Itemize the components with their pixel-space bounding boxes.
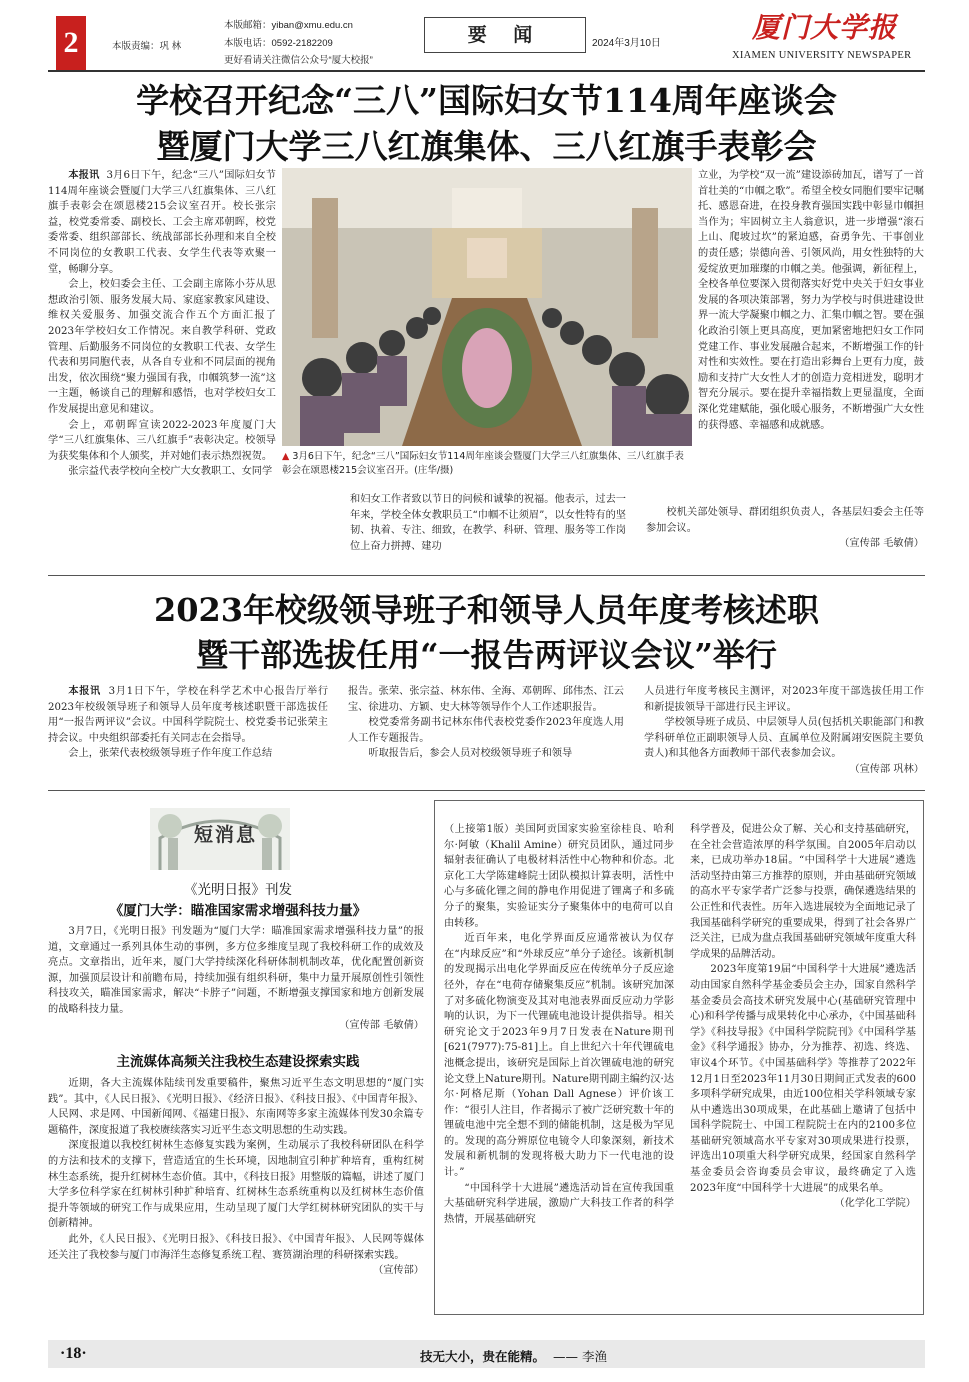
science-column-2 [690, 822, 916, 1310]
footer-quote-author: —— 李渔 [552, 1349, 607, 1364]
brief1-body [48, 924, 424, 1032]
article2-paragraph: 3月1日下午，学校在科学艺术中心报告厅举行2023年校级领导班子和领导人员年度考核述职暨干部选拔任用“一报告两评议”会议。中国科学院院士、校党委书记张荣主持会议。中央组织部委托有关同志在会指导。 [48, 686, 328, 744]
brief2-title: 主流媒体高频关注我校生态建设探索实践 [116, 1054, 360, 1070]
article2-paragraph: 学校领导班子成员、中层领导人员(包括机关职能部门和教学科研单位正副职领导人员、直属单位及附属翊安医院主要负责人)和其他各方面教师干部代表参加会议。 [644, 717, 924, 760]
brief2-paragraph: 近期，各大主流媒体陆续刊发重要稿件，聚焦习近平生态文明思想的“厦门实践”。其中，《人民日报》、《光明日报》、《经济日报》、《科技日报》、《中国青年报》、人民网、求是网、中国新闻网、《福建日报》、东南网等多家主流媒体刊发30余篇专题稿件，深度报道了我校赓续落实习近平生态文明思想的生动实践。 [48, 1078, 424, 1136]
byline: （宣传部 巩林） [849, 763, 924, 775]
article2-paragraph: 听取报告后，参会人员对校级领导班子和领导 [368, 748, 573, 760]
science-paragraph: 科学普及，促进公众了解、关心和支持基础研究，在全社会营造浓厚的科学氛围。自2005年启动以来，已成功举办18届。“中国科学十大进展”遴选活动坚持由第三方推荐的原则，并由基础研究领域的高水平专家学者广泛参与投票，确保遴选结果的公正性和代表性。历年入选进展较为全面地记录了我国基础科学研究的重要成果，得到了社会各界广泛关注，已成为盘点我国基础研究领域年度重大科学成果的品牌活动。 [690, 824, 916, 960]
meeting-photo [282, 168, 692, 446]
article1-paragraph: 会上，校妇委会主任、工会副主席陈小芬从思想政治引领、服务发展大局、家庭家教家风建设、维权关爱服务、加强交流合作五个方面汇报了2023年学校妇女工作情况。来自教学科研、党政管理、后勤服务不同岗位的女教职工代表、女学生代表和男同胞代表，从各自专业和不同层面的视角出发，依次围绕“聚力强国有我，巾帼筑梦一流”这一主题，畅谈自己的理解和感悟，也对学校妇女工作发展提出意见和建议。 [48, 279, 276, 415]
article1-column-1 [48, 168, 276, 556]
header-rule [48, 70, 925, 72]
photo-caption-text: 3月6日下午，纪念“三八”国际妇女节114周年座谈会暨厦门大学三八红旗集体、三八红旗手表彰会在颂恩楼215会议室召开。(庄华/摄) [282, 451, 684, 476]
article2-column-3 [644, 684, 924, 784]
wechat-label: 更好看请关注微信公众号“厦大校报” [224, 55, 373, 66]
brief2-paragraph: 深度报道以我校红树林生态修复实践为案例，生动展示了我校科研团队在科学的方法和技术的支撑下，营造适宜的生长环境，因地制宜引种扩种培育，重构红树林生态系统，提升红树林生态价值。其中，《科技日报》用整版的篇幅，讲述了厦门大学多位科学家在红树林引种扩种培育、红树林生态系统重构以及红树林生态价值提升等领域的研究工作与成果应用，生动呈现了厦门大学红树林研究团队的实干与创新精神。 [48, 1140, 424, 1230]
science-column-1 [444, 822, 674, 1310]
article2-headline-line1: 2023年校级领导班子和领导人员年度考核述职 [153, 591, 820, 629]
meeting-photo-image [282, 168, 692, 446]
triangle-icon: ▲ [282, 451, 293, 462]
brief2-body [48, 1076, 424, 1328]
article2-paragraph: 会上，张荣代表校级领导班子作年度工作总结 [68, 748, 273, 760]
brief2-paragraph: 此外，《人民日报》、《光明日报》、《科技日报》、《中国青年报》、人民网等媒体还关注了我校参与厦门市海洋生态修复系统工程、赛筼湖治理的科研探索实践。 [48, 1233, 424, 1261]
issue-date: 2024年3月10日 [592, 38, 661, 49]
article1-headline [48, 78, 925, 170]
section-label: 要 闻 [424, 17, 586, 53]
page-number: 2 [56, 16, 86, 70]
editor-label: 本版责编：巩 林 [112, 41, 182, 52]
footer-quote-text: 技无大小，贵在能精。 [420, 1349, 546, 1364]
email-label: 本版邮箱：yiban@xmu.edu.cn [224, 20, 353, 31]
science-paragraph: 2023年度第19届“中国科学十大进展”遴选活动由国家自然科学基金委员会主办，国家自然科学基金委员会高技术研究发展中心(基础研究管理中心)和科学传播与成果转化中心承办，《中国基础科学》《科技导报》《中国科学院院刊》《中国科学基金》《科学通报》协办，分为推荐、初选、终选、审议4个环节。《中国基础科学》等推荐了2022年12月1日至2023年11月30日期间正式发表的600多项科学研究成果，由近100位相关学科领域专家从中遴选出30项成果，在此基础上邀请了包括中国科学院院士、中国工程院院士在内的2100多位基础研究领域高水平专家对30项成果进行投票，评选出10项重大科学研究成果，经国家自然科学基金委员会咨询委员会审议，最终确定了入选2023年度“中国科学十大进展”的成果名单。 [690, 964, 916, 1194]
article1-column-3-top [698, 168, 924, 498]
article1-paragraph: 3月6日下午，纪念“三八”国际妇女节114周年座谈会暨厦门大学三八红旗集体、三八红旗手表彰会在颂恩楼215会议室召开。校长张宗益，校党委常委、副校长、工会主席邓朝晖，校党委常委、组织部部长、统战部部长孙理和来自全校不同岗位的女教职工代表、女学生代表等欢聚一堂，畅聊分享。 [48, 170, 276, 275]
brief1-paragraph: 3月7日，《光明日报》刊发题为“厦门大学：瞄准国家需求增强科技力量”的报道，文章通过一系列具体生动的事例，多方位多维度呈现了我校科研工作的成效及亮点。文章指出，近年来，厦门大学持续深化科研体制机制改革，优化配置创新资源，加强顶层设计和前瞻布局，持续加强有组织科研，集中力量开展原创性引领性科技攻关，瞄准国家需求，解决“卡脖子”问题，不断增强支撑国家和地方创新发展的战略科技力量。 [48, 926, 424, 1015]
article1-column-2 [350, 492, 626, 556]
byline: （宣传部 毛敏倩） [839, 538, 924, 550]
brief1-source: 《光明日报》刊发 [184, 882, 292, 898]
article1-column-3-bottom [646, 505, 924, 563]
science-paragraph: （上接第1版）美国阿贡国家实验室徐桂良、哈利尔·阿敏（Khalil Amine）研究员团队，通过同步辐射表征确认了电极材料活性中心物种和价态。北京化工大学陈建峰院士团队模拟计算表明，活性中心与多硫化锂之间的静电作用促进了锂离子和多硫分子的聚集，实验证实分子聚集体中的电荷可以自由转移。 [444, 824, 674, 929]
byline: （宣传部） [373, 1265, 424, 1277]
footer-quote [420, 1347, 607, 1365]
byline: （化学化工学院） [834, 1198, 916, 1210]
article2-headline-line2: 暨干部选拔任用“一报告两评议会议”举行 [196, 636, 777, 674]
article1-paragraph: 立业，为学校“双一流”建设添砖加瓦，谱写了一首首壮美的“巾帼之歌”。希望全校女同胞们要牢记嘱托、感恩奋进，在投身教育强国实践中彰显巾帼担当作为；牢固树立主人翁意识，进一步增强“滚石上山、爬坡过坎”的紧迫感，奋勇争先、干事创业的责任感；崇德向善、引领风尚，用女性独特的大爱绽放更加璀璨的巾帼之美。他强调，新征程上，全校各单位要深入贯彻落实好党中央关于妇女事业发展的各项决策部署，努力为学校与时俱进建设世界一流大学凝聚巾帼之力、汇集巾帼之智。要在强化政治引领上更具高度，更加紧密地把妇女工作同党建工作、事业发展融合起来，不断增强工作的针对性和实效性。要在打造出彩舞台上更有力度，鼓励和支持广大女性人才的创造力竞相迸发，聪明才智充分展示。要在提升幸福指数上更显温度，全面深化党建赋能，强化暖心服务，不断增强广大女性的获得感、幸福感和成就感。 [698, 170, 924, 431]
masthead-english: XIAMEN UNIVERSITY NEWSPAPER [732, 50, 912, 61]
article1-paragraph: 和妇女工作者致以节日的问候和诚挚的祝福。他表示，过去一年来，学校全体女教职员工“巾帼不让须眉”，以女性特有的坚韧、执着、专注、细致，在教学、科研、管理、服务等工作岗位上奋力拼搏、建功 [350, 494, 626, 552]
byline: （宣传部 毛敏倩） [339, 1019, 424, 1031]
article1-paragraph: 校机关部处领导、群团组织负责人，各基层妇委会主任等参加会议。 [646, 507, 924, 534]
footer-page-number: ·18· [60, 1345, 87, 1362]
masthead-logo: 厦门大学报 [752, 11, 898, 44]
article-divider [48, 575, 925, 576]
dateline: 本报讯 [68, 170, 100, 181]
article2-paragraph: 报告。张荣、张宗益、林东伟、全海、邓朝晖、邱伟杰、江云宝、徐进功、方颖、史大林等领导作个人工作述职报告。 [348, 686, 624, 713]
article1-headline-line1: 学校召开纪念“三八”国际妇女节114周年座谈会 [136, 81, 837, 120]
photo-caption [282, 450, 692, 478]
science-paragraph: “中国科学十大进展”遴选活动旨在宣传我国重大基础研究科学进展，激励广大科技工作者的科学热情，开展基础研究 [444, 1182, 674, 1225]
brief1-title: 《厦门大学：瞄准国家需求增强科技力量》 [109, 903, 367, 919]
article2-column-2 [348, 684, 624, 784]
article1-headline-line2: 暨厦门大学三八红旗集体、三八红旗手表彰会 [156, 127, 817, 166]
article1-paragraph: 张宗益代表学校向全校广大女教职工、女同学 [68, 466, 273, 478]
dateline: 本报讯 [68, 686, 101, 697]
article2-paragraph: 校党委常务副书记林东伟代表校党委作2023年度选人用人工作专题报告。 [348, 717, 624, 744]
article2-paragraph: 人员进行年度考核民主测评，对2023年度干部选拔任用工作和新提拔领导干部进行民主评议。 [644, 686, 924, 713]
article1-paragraph: 会上，邓朝晖宣读2022-2023年度厦门大学“三八红旗集体、三八红旗手”表彰决定。校领导为获奖集体和个人颁奖，并对她们表示热烈祝贺。 [48, 419, 276, 462]
science-paragraph: 近百年来，电化学界面反应通常被认为仅存在“内球反应”和“外球反应”单分子途径。该新机制的发现揭示出电化学界面反应在传统单分子反应途径外，存在“电荷存储聚集反应”机制。该研究加深了对多硫化物演变及其对电池表界面反应动力学影响的认识，为下一代锂硫电池设计提供指导。相关研究论文于2023年9月7日发表在Nature期刊[621(7977):75-81]上。自上世纪六十年代锂硫电池概念提出，该研究是国际上首次锂硫电池的研究论文登上Nature期刊。Nature期刊副主编约汉·达尔·阿格尼斯（Yohan Dall Agnese）评价该工作：“很引人注目，作者揭示了被广泛研究数十年的锂硫电池中完全想不到的储能机制，这是极为罕见的。发现的高分辨原位电镜令人印象深刻，新技术发展和新机制的发现将极大助力下一代电池的设计。” [444, 933, 674, 1179]
article-divider [48, 790, 925, 791]
article2-column-1 [48, 684, 328, 784]
briefs-banner: 短消息 [194, 824, 258, 846]
article2-headline [48, 588, 925, 678]
phone-label: 本版电话：0592-2182209 [224, 38, 333, 49]
